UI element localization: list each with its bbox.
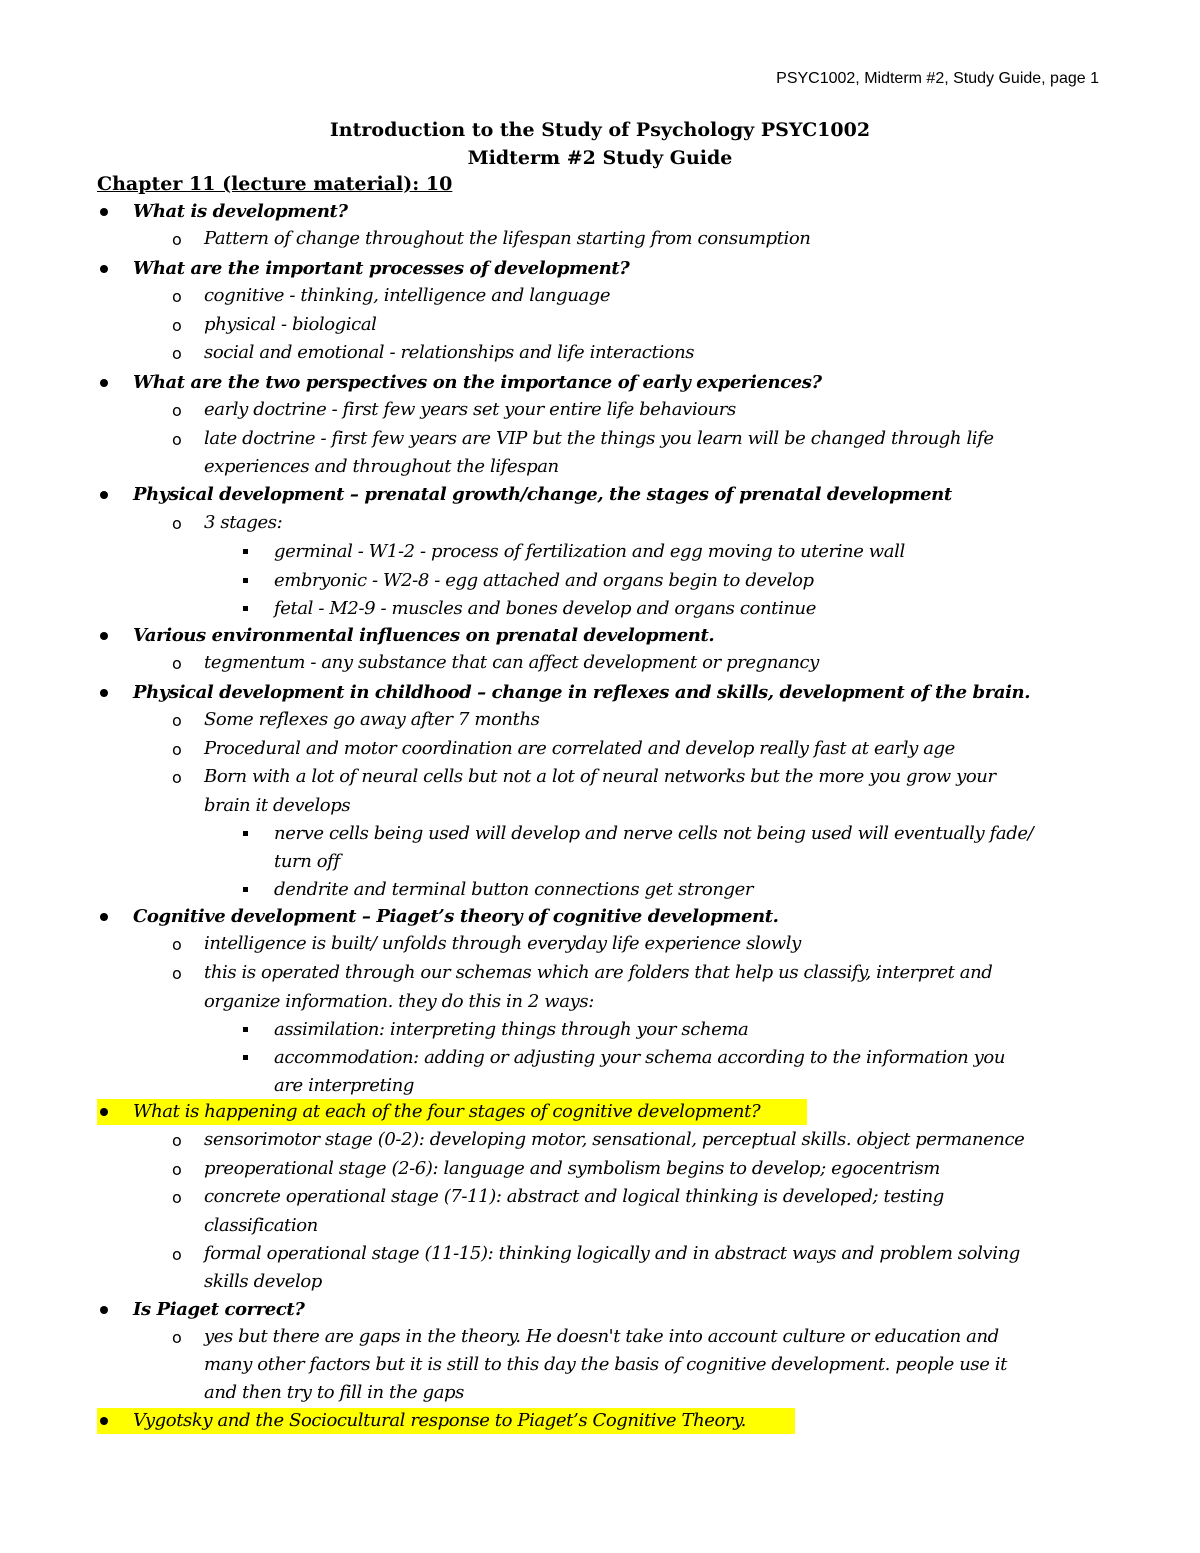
square-bullet-icon <box>243 831 248 836</box>
answer-text: skills develop <box>204 1271 322 1292</box>
answer-text: sensorimotor stage (0-2): developing motor, sensational, perceptual skills. object permanence <box>204 1129 1025 1150</box>
circle-bullet-icon: o <box>172 654 182 673</box>
answer-text: late doctrine - first few years are VIP but the things you learn will be changed through life <box>204 428 994 449</box>
answer-text: social and emotional - relationships and life interactions <box>204 342 695 363</box>
question-text: What are the two perspectives on the importance of early experiences? <box>133 372 822 393</box>
answer-text: Born with a lot of neural cells but not a lot of neural networks but the more you grow your <box>204 766 996 787</box>
highlighted-question-text: Vygotsky and the Sociocultural response to Piaget’s Cognitive Theory. <box>133 1410 746 1431</box>
circle-bullet-icon: o <box>172 514 182 533</box>
circle-bullet-icon: o <box>172 935 182 954</box>
answer-text: preoperational stage (2-6): language and symbolism begins to develop; egocentrism <box>204 1158 940 1179</box>
circle-bullet-icon: o <box>172 1131 182 1150</box>
answer-text: Pattern of change throughout the lifespan starting from consumption <box>204 228 811 249</box>
circle-bullet-icon: o <box>172 230 182 249</box>
document-title: Introduction to the Study of Psychology PSYC1002 <box>329 119 871 141</box>
square-bullet-icon <box>243 887 248 892</box>
square-bullet-icon <box>243 578 248 583</box>
answer-text: many other factors but it is still to this day the basis of cognitive development. people use it <box>204 1354 1007 1375</box>
answer-text: tegmentum - any substance that can affect development or pregnancy <box>204 652 819 673</box>
detail-text: embryonic - W2-8 - egg attached and organs begin to develop <box>274 570 814 591</box>
circle-bullet-icon: o <box>172 740 182 759</box>
square-bullet-icon <box>243 606 248 611</box>
detail-text: turn off <box>274 851 340 872</box>
detail-text: germinal - W1-2 - process of fertilization and egg moving to uterine wall <box>274 541 905 562</box>
answer-text: concrete operational stage (7-11): abstract and logical thinking is developed; testing <box>204 1186 944 1207</box>
answer-text: early doctrine - first few years set your entire life behaviours <box>204 399 736 420</box>
detail-text: fetal - M2-9 - muscles and bones develop and organs continue <box>274 598 816 619</box>
bullet-icon <box>100 379 108 387</box>
answer-text: yes but there are gaps in the theory. He doesn't take into account culture or education and <box>204 1326 999 1347</box>
answer-text: Some reflexes go away after 7 months <box>204 709 540 730</box>
circle-bullet-icon: o <box>172 287 182 306</box>
answer-text: physical - biological <box>204 314 377 335</box>
bullet-icon <box>100 1417 108 1425</box>
detail-text: assimilation: interpreting things through your schema <box>274 1019 749 1040</box>
circle-bullet-icon: o <box>172 401 182 420</box>
circle-bullet-icon: o <box>172 768 182 787</box>
bullet-icon <box>100 1108 108 1116</box>
answer-text: organize information. they do this in 2 ways: <box>204 991 594 1012</box>
bullet-icon <box>100 265 108 273</box>
circle-bullet-icon: o <box>172 316 182 335</box>
square-bullet-icon <box>243 549 248 554</box>
page-header: PSYC1002, Midterm #2, Study Guide, page 1 <box>776 70 1099 87</box>
answer-text: 3 stages: <box>204 512 283 533</box>
question-text: Physical development – prenatal growth/change, the stages of prenatal development <box>133 484 952 505</box>
bullet-icon <box>100 913 108 921</box>
question-text: Physical development in childhood – change in reflexes and skills, development of the brain. <box>133 682 1031 703</box>
answer-text: brain it develops <box>204 795 351 816</box>
question-text: Is Piaget correct? <box>133 1299 305 1320</box>
detail-text: accommodation: adding or adjusting your schema according to the information you <box>274 1047 1006 1068</box>
circle-bullet-icon: o <box>172 1328 182 1347</box>
answer-text: and then try to fill in the gaps <box>204 1382 465 1403</box>
circle-bullet-icon: o <box>172 964 182 983</box>
circle-bullet-icon: o <box>172 1160 182 1179</box>
question-text: Various environmental influences on prenatal development. <box>133 625 715 646</box>
circle-bullet-icon: o <box>172 430 182 449</box>
detail-text: dendrite and terminal button connections get stronger <box>274 879 754 900</box>
question-text: Cognitive development – Piaget’s theory of cognitive development. <box>133 906 779 927</box>
answer-text: formal operational stage (11-15): thinking logically and in abstract ways and problem solving <box>204 1243 1020 1264</box>
detail-text: nerve cells being used will develop and nerve cells not being used will eventually fade/ <box>274 823 1034 844</box>
highlighted-question-text: What is happening at each of the four stages of cognitive development? <box>133 1101 761 1122</box>
bullet-icon <box>100 689 108 697</box>
bullet-icon <box>100 632 108 640</box>
circle-bullet-icon: o <box>172 1188 182 1207</box>
answer-text: intelligence is built/ unfolds through everyday life experience slowly <box>204 933 801 954</box>
bullet-icon <box>100 1306 108 1314</box>
square-bullet-icon <box>243 1027 248 1032</box>
circle-bullet-icon: o <box>172 1245 182 1264</box>
chapter-heading: Chapter 11 (lecture material): 10 <box>97 173 453 195</box>
bullet-icon <box>100 491 108 499</box>
circle-bullet-icon: o <box>172 344 182 363</box>
answer-text: Procedural and motor coordination are correlated and develop really fast at early age <box>204 738 955 759</box>
square-bullet-icon <box>243 1055 248 1060</box>
answer-text: cognitive - thinking, intelligence and language <box>204 285 611 306</box>
document-subtitle: Midterm #2 Study Guide <box>467 147 733 169</box>
question-text: What is development? <box>133 201 348 222</box>
answer-text: classification <box>204 1215 318 1236</box>
bullet-icon <box>100 208 108 216</box>
answer-text: this is operated through our schemas which are folders that help us classify, interpret and <box>204 962 993 983</box>
circle-bullet-icon: o <box>172 711 182 730</box>
answer-text: experiences and throughout the lifespan <box>204 456 559 477</box>
question-text: What are the important processes of development? <box>133 258 630 279</box>
detail-text: are interpreting <box>274 1075 415 1096</box>
